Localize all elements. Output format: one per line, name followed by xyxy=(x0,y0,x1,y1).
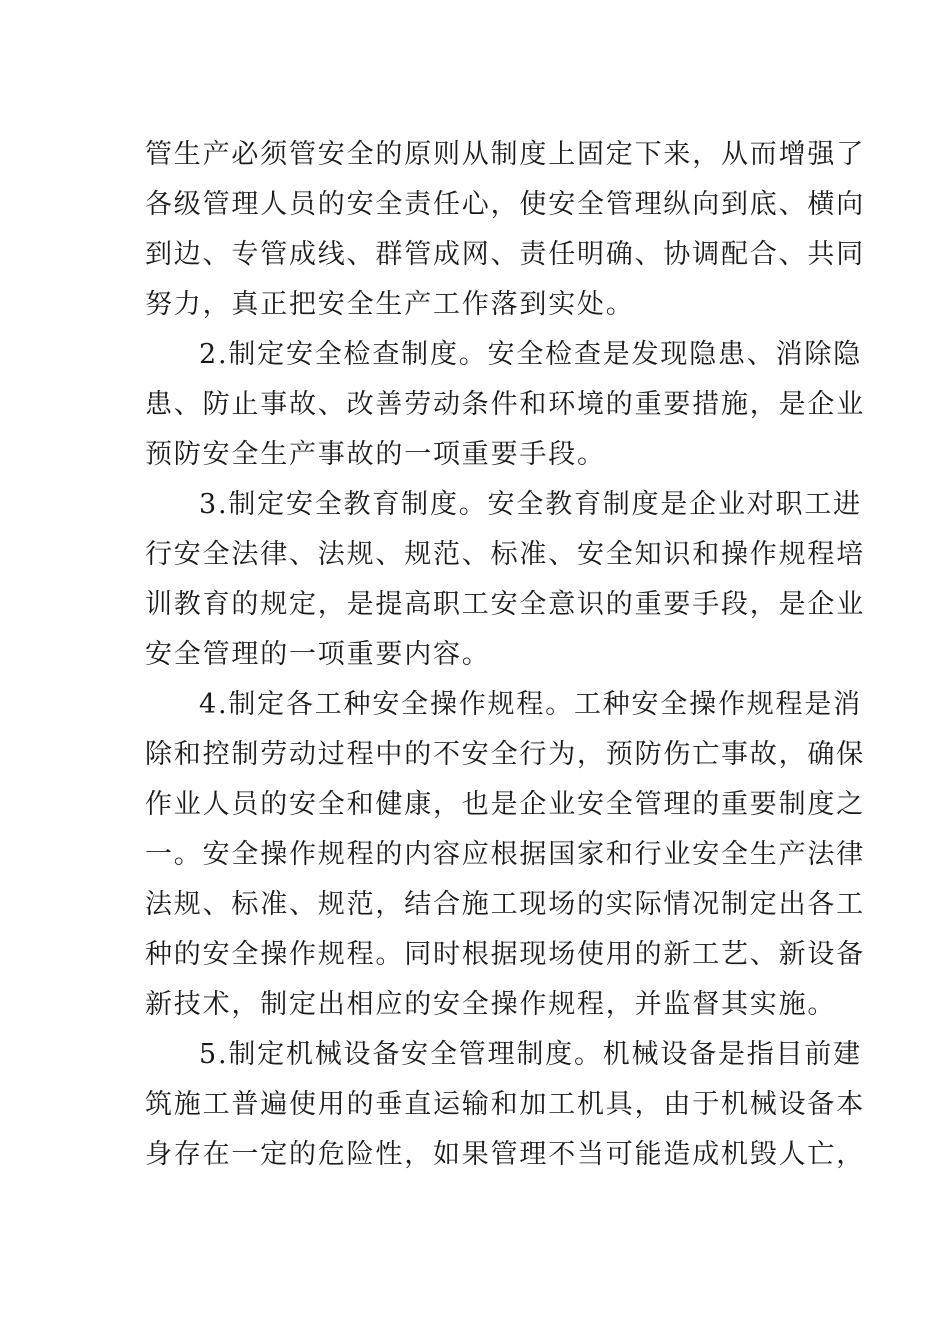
text-line: 除和控制劳动过程中的不安全行为，预防伤亡事故，确保 xyxy=(145,739,865,770)
text-line: 身存在一定的危险性，如果管理不当可能造成机毁人亡， xyxy=(145,1139,865,1170)
text-line: 法规、标准、规范，结合施工现场的实际情况制定出各工 xyxy=(145,889,865,920)
text-line: 新技术，制定出相应的安全操作规程，并监督其实施。 xyxy=(145,989,837,1020)
paragraph-start-line: 2.制定安全检查制度。安全检查是发现隐患、消除隐 xyxy=(199,339,862,370)
text-line: 一。安全操作规程的内容应根据国家和行业安全生产法律 xyxy=(145,839,865,870)
body-text xyxy=(145,130,865,1180)
text-line: 筑施工普遍使用的垂直运输和加工机具，由于机械设备本 xyxy=(145,1089,865,1120)
text-line: 预防安全生产事故的一项重要手段。 xyxy=(145,439,606,470)
paragraph-start-line: 4.制定各工种安全操作规程。工种安全操作规程是消 xyxy=(199,689,862,720)
text-line: 到边、专管成线、群管成网、责任明确、协调配合、共同 xyxy=(145,239,865,270)
text-line: 行安全法律、法规、规范、标准、安全知识和操作规程培 xyxy=(145,539,865,570)
text-line: 种的安全操作规程。同时根据现场使用的新工艺、新设备 xyxy=(145,939,865,970)
text-line: 各级管理人员的安全责任心，使安全管理纵向到底、横向 xyxy=(145,189,865,220)
text-line: 患、防止事故、改善劳动条件和环境的重要措施，是企业 xyxy=(145,389,865,420)
text-line: 管生产必须管安全的原则从制度上固定下来，从而增强了 xyxy=(145,139,865,170)
text-line: 安全管理的一项重要内容。 xyxy=(145,639,491,670)
text-line: 作业人员的安全和健康，也是企业安全管理的重要制度之 xyxy=(145,789,865,820)
paragraph-start-line: 3.制定安全教育制度。安全教育制度是企业对职工进 xyxy=(199,489,862,520)
paragraph-start-line: 5.制定机械设备安全管理制度。机械设备是指目前建 xyxy=(199,1039,862,1070)
text-line: 努力，真正把安全生产工作落到实处。 xyxy=(145,289,635,320)
text-line: 训教育的规定，是提高职工安全意识的重要手段，是企业 xyxy=(145,589,865,620)
